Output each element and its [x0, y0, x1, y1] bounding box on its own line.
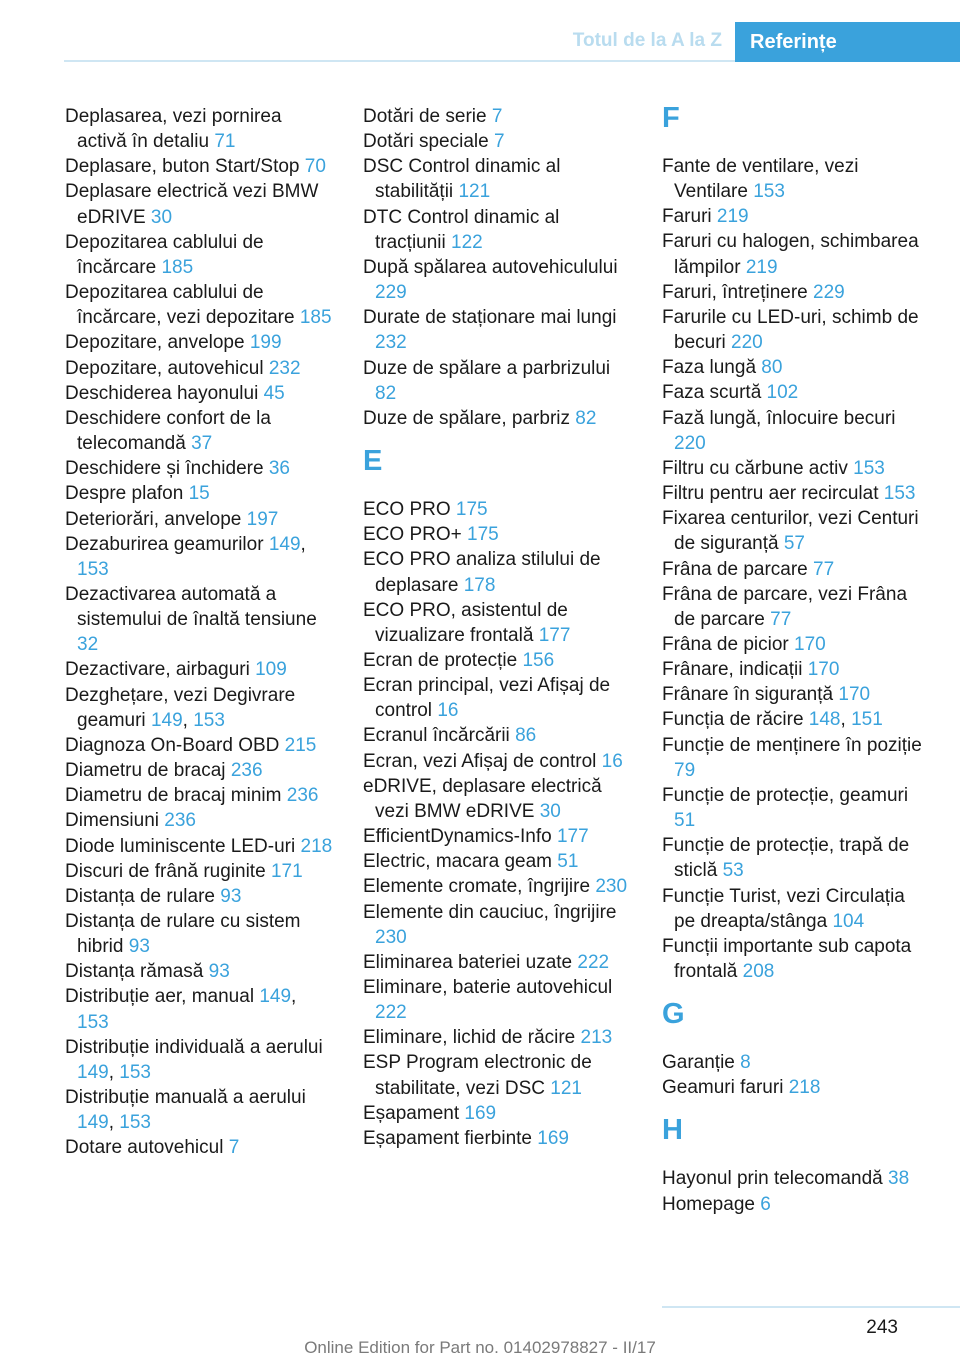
index-entry	[662, 355, 930, 380]
index-term: Frânare, indicații	[662, 659, 803, 681]
index-term: Durate de staționare mai lungi	[363, 307, 617, 329]
page-reference-link[interactable]: 121	[550, 1077, 582, 1099]
index-entry	[65, 104, 333, 154]
index-term: Diagnoza On-Board OBD	[65, 734, 280, 756]
page-reference-link[interactable]: 222	[375, 1002, 407, 1024]
footer-rule	[662, 1306, 960, 1308]
index-term: Electric, macara geam	[363, 851, 553, 873]
index-entry	[662, 506, 930, 556]
page-reference-link[interactable]: 149	[77, 1112, 109, 1134]
section-title: Totul de la A la Z	[572, 30, 722, 51]
index-entry	[65, 582, 333, 657]
page-reference-link[interactable]: 149	[150, 709, 183, 731]
page-reference-link[interactable]: 229	[375, 282, 407, 304]
page-reference-link[interactable]: 32	[77, 634, 99, 656]
index-entry	[662, 1050, 930, 1075]
index-term: Frâna de parcare, vezi Frâna de parcare	[662, 583, 908, 630]
index-entry	[363, 975, 631, 1025]
page-reference-link[interactable]: 51	[674, 810, 696, 832]
index-term: Deteriorări, anvelope	[65, 508, 242, 530]
index-entry	[363, 205, 631, 255]
index-term: DTC Control dinamic al tracțiunii	[363, 206, 560, 253]
index-term: Deplasarea, vezi pornirea activă în detaliu	[65, 106, 282, 153]
index-entry	[363, 1025, 631, 1050]
index-entry: Distribuție individuală a aerului 149, 153	[65, 1036, 323, 1083]
index-term: Diametru de bracaj	[65, 760, 226, 782]
page-reference-link[interactable]: 15	[188, 483, 210, 505]
page-reference-link[interactable]: 53	[722, 860, 744, 882]
page-reference-link[interactable]: 222	[577, 951, 610, 973]
page-reference-link[interactable]: 153	[77, 1011, 109, 1033]
index-entry	[363, 522, 631, 547]
index-entry	[65, 733, 333, 758]
page-reference-link[interactable]: 38	[888, 1168, 910, 1190]
index-term: Distribuție individuală a aerului	[65, 1036, 323, 1058]
page-reference-link[interactable]: 170	[807, 659, 840, 681]
index-term: ECO PRO analiza stilului de deplasare	[363, 549, 601, 596]
page-reference-link[interactable]: 7	[228, 1137, 240, 1159]
index-entry	[65, 758, 333, 783]
index-entry	[662, 733, 930, 783]
index-entry	[65, 456, 333, 481]
page-reference-link[interactable]: 93	[208, 961, 230, 983]
section-letter: E	[363, 445, 383, 478]
index-entry	[363, 824, 631, 849]
index-term: Dotare autovehicul	[65, 1137, 224, 1159]
index-term: Distanța rămasă	[65, 961, 204, 983]
index-entry	[662, 305, 930, 355]
index-entry	[363, 305, 631, 355]
index-term: Dezactivare, airbaguri	[65, 659, 250, 681]
index-entry: Funcția de răcire 148, 151	[662, 709, 883, 731]
page-reference-link[interactable]: 218	[300, 835, 333, 857]
index-entry	[65, 356, 333, 381]
index-entry	[363, 356, 631, 406]
index-term: Hayonul prin telecomandă	[662, 1168, 883, 1190]
page-reference-link[interactable]: 70	[304, 156, 326, 178]
index-entry	[662, 582, 930, 632]
page-reference-link[interactable]: 71	[214, 131, 236, 153]
edition-note: Online Edition for Part no. 01402978827 - II/17	[304, 1338, 656, 1357]
page-reference-link[interactable]: 169	[537, 1127, 569, 1149]
index-entry	[662, 833, 930, 883]
page-reference-link[interactable]: 175	[467, 524, 499, 546]
index-term: Dotări de serie	[363, 106, 487, 127]
page-reference-link[interactable]: 177	[538, 624, 571, 646]
index-term: Depozitarea cablului de încărcare	[65, 231, 264, 278]
index-term: Eșapament fierbinte	[363, 1127, 532, 1149]
page-number: 243	[866, 1317, 898, 1338]
page-reference-link[interactable]: 185	[161, 256, 194, 278]
index-entry	[65, 154, 333, 179]
index-term: După spălarea autovehiculului	[363, 256, 618, 278]
index-term: Eliminare, baterie autovehicul	[363, 977, 613, 998]
index-term: Distribuție manuală a aerului	[65, 1087, 306, 1109]
page-reference-link[interactable]: 229	[813, 281, 845, 303]
index-entry	[363, 723, 631, 748]
index-entry	[662, 1166, 930, 1191]
index-entry	[363, 104, 631, 129]
index-entry	[65, 1135, 333, 1160]
page-reference-link[interactable]: 121	[458, 181, 491, 203]
page-reference-link[interactable]: 82	[575, 407, 597, 429]
page-reference-link[interactable]: 153	[853, 457, 885, 479]
index-term: Farurile cu LED-uri, schimb de becuri	[662, 306, 919, 354]
index-entry	[662, 154, 930, 204]
page-reference-link[interactable]: 149	[259, 986, 292, 1008]
page-reference-link[interactable]: 7	[491, 106, 503, 127]
index-entry	[65, 280, 333, 330]
page-reference-link[interactable]: 178	[463, 574, 496, 596]
index-entry	[363, 900, 631, 950]
page-reference-link[interactable]: 104	[832, 910, 865, 932]
index-term: Deschidere confort de la telecomandă	[65, 407, 271, 455]
index-term: Diametru de bracaj minim	[65, 785, 282, 807]
chapter-tab: Referințe	[735, 22, 960, 62]
page-reference-link[interactable]: 153	[193, 709, 225, 731]
index-term: Frâna de picior	[662, 633, 789, 655]
index-term: Faruri, întreținere	[662, 281, 808, 303]
index-term: Funcție de menținere în poziție	[662, 734, 922, 756]
index-entry	[662, 380, 930, 405]
page-reference-link[interactable]: 153	[119, 1112, 151, 1134]
index-entry	[363, 1101, 631, 1126]
index-term: Eșapament	[363, 1102, 460, 1124]
page-reference-link[interactable]: 79	[674, 759, 696, 781]
page-reference-link[interactable]: 30	[150, 206, 173, 228]
index-term: Frânare în siguranță	[662, 684, 834, 706]
index-entry	[363, 950, 631, 975]
page-reference-link[interactable]: 37	[191, 433, 213, 455]
index-term: Homepage	[662, 1193, 755, 1215]
index-entry	[662, 783, 930, 833]
page-reference-link[interactable]: 153	[119, 1061, 151, 1083]
page-reference-link[interactable]: 36	[268, 458, 290, 480]
index-entry	[363, 648, 631, 673]
index-entry	[662, 406, 930, 456]
page-reference-link[interactable]: 199	[249, 332, 282, 354]
index-entry	[363, 1126, 631, 1151]
index-entry	[363, 849, 631, 874]
index-entry	[363, 598, 631, 648]
index-term: Elemente cromate, îngrijire	[363, 876, 591, 898]
page-reference-link[interactable]: 236	[164, 810, 196, 832]
index-entry	[662, 557, 930, 582]
index-term: ECO PRO, asistentul de vizualizare frontală	[363, 599, 568, 646]
index-term: Eliminare, lichid de răcire	[363, 1027, 576, 1049]
page-reference-link[interactable]: 86	[515, 725, 537, 747]
page-reference-link[interactable]: 153	[77, 558, 109, 580]
page-reference-link[interactable]: 208	[742, 961, 775, 982]
page-reference-link[interactable]: 30	[539, 800, 561, 822]
index-term: Frâna de parcare	[662, 558, 808, 580]
index-term: Faruri	[662, 206, 712, 228]
index-entry	[65, 381, 333, 406]
index-term: Fază lungă, înlocuire becuri	[662, 407, 896, 429]
page-reference-link[interactable]: 232	[268, 357, 301, 379]
index-term: Elemente din cauciuc, îngrijire	[363, 901, 617, 923]
index-entry	[65, 657, 333, 682]
index-entry	[662, 229, 930, 279]
page-reference-link[interactable]: 169	[464, 1102, 497, 1124]
index-entry	[65, 507, 333, 532]
index-entry	[363, 406, 631, 431]
index-term: eDRIVE, deplasare electrică vezi BMW eDRIVE	[363, 775, 602, 822]
index-term: Deschiderea hayonului	[65, 382, 259, 404]
index-entry	[65, 783, 333, 808]
index-term: Deplasare electrică vezi BMW eDRIVE	[65, 181, 319, 228]
index-term: Discuri de frână ruginite	[65, 860, 266, 882]
index-entry	[65, 481, 333, 506]
page-reference-link[interactable]: 151	[851, 709, 883, 731]
index-term: Dezactivarea automată a sistemului de înaltă tensiune	[65, 583, 317, 631]
index-term: Dezghețare, vezi Degivrare geamuri	[65, 684, 296, 731]
page-reference-link[interactable]: 177	[556, 826, 589, 848]
page-reference-link[interactable]: 80	[761, 357, 783, 379]
index-entry	[363, 497, 631, 522]
index-entry	[662, 280, 930, 305]
page-reference-link[interactable]: 45	[263, 382, 285, 404]
index-term: Eliminarea bateriei uzate	[363, 951, 573, 973]
index-term: DSC Control dinamic al stabilității	[363, 156, 561, 203]
index-entry	[662, 481, 930, 506]
index-term: EfficientDynamics-Info	[363, 826, 552, 848]
page-reference-link[interactable]: 109	[255, 659, 287, 681]
index-term: Duze de spălare, parbriz	[363, 407, 570, 429]
index-term: Geamuri faruri	[662, 1077, 784, 1099]
page-reference-link[interactable]: 57	[783, 533, 805, 555]
index-term: Ecran principal, vezi Afișaj de control	[363, 675, 611, 722]
page-reference-link[interactable]: 77	[813, 558, 835, 580]
page-reference-link[interactable]: 213	[580, 1027, 613, 1049]
index-term: Ecranul încărcării	[363, 725, 510, 747]
index-term: Garanție	[662, 1052, 735, 1074]
page-reference-link[interactable]: 219	[745, 256, 778, 278]
index-entry	[662, 884, 930, 934]
page-reference-link[interactable]: 122	[451, 231, 483, 253]
index-entry	[363, 154, 631, 204]
index-term: Depozitarea cablului de încărcare, vezi depozitare	[65, 282, 295, 329]
page-reference-link[interactable]: 51	[557, 851, 579, 873]
index-term: Despre plafon	[65, 483, 184, 505]
index-entry	[662, 632, 930, 657]
index-term: Funcție de protecție, trapă de sticlă	[662, 835, 910, 882]
index-entry: Dezaburirea geamurilor 149, 153	[65, 533, 306, 580]
index-entry	[662, 204, 930, 229]
page-reference-link[interactable]: 236	[230, 760, 263, 782]
index-term: Dezaburirea geamurilor	[65, 533, 264, 555]
page-reference-link[interactable]: 230	[595, 876, 628, 898]
index-term: Distanța de rulare	[65, 885, 215, 907]
index-term: Fante de ventilare, vezi Ventilare	[662, 156, 859, 203]
index-entry	[65, 230, 333, 280]
page-reference-link[interactable]: 16	[437, 700, 459, 722]
page-reference-link[interactable]: 170	[794, 633, 826, 655]
page-reference-link[interactable]: 232	[375, 332, 407, 354]
page-reference-link[interactable]: 16	[601, 750, 623, 772]
index-entry	[363, 255, 631, 305]
index-entry	[65, 959, 333, 984]
page-reference-link[interactable]: 215	[284, 734, 317, 756]
index-term: Dotări speciale	[363, 131, 489, 153]
page-reference-link[interactable]: 230	[375, 926, 407, 948]
page-reference-link[interactable]: 220	[674, 432, 706, 454]
index-term: ESP Program electronic de stabilitate, vezi DSC	[363, 1052, 592, 1099]
index-term: Funcție de protecție, geamuri	[662, 784, 909, 806]
page-reference-link[interactable]: 171	[270, 860, 303, 882]
page-reference-link[interactable]: 93	[128, 936, 150, 958]
index-term: Filtru cu cărbune activ	[662, 457, 848, 479]
index-entry: Distribuție manuală a aerului 149, 153	[65, 1087, 306, 1134]
page-reference-link[interactable]: 170	[838, 684, 871, 706]
index-term: Depozitare, autovehicul	[65, 357, 264, 379]
index-entry	[662, 682, 930, 707]
index-entry	[65, 834, 333, 859]
index-entry	[363, 129, 631, 154]
index-entry	[65, 179, 333, 229]
page-reference-link[interactable]: 149	[268, 533, 301, 555]
page-reference-link[interactable]: 220	[731, 332, 763, 354]
index-column-1	[65, 104, 333, 1161]
index-term: ECO PRO+	[363, 524, 462, 546]
index-entry	[662, 1075, 930, 1100]
index-entry	[363, 547, 631, 597]
index-term: Distribuție aer, manual	[65, 986, 255, 1008]
index-term: Faruri cu halogen, schimbarea lămpilor	[662, 231, 919, 278]
index-term: Deplasare, buton Start/Stop	[65, 156, 300, 178]
page-reference-link[interactable]: 219	[716, 206, 749, 228]
index-term: Dimensiuni	[65, 810, 159, 832]
index-entry	[65, 808, 333, 833]
index-term: Funcția de răcire	[662, 709, 804, 731]
index-term: Funcție Turist, vezi Circulația pe dreapta/stânga	[662, 885, 905, 932]
page-reference-link[interactable]: 218	[788, 1077, 821, 1099]
page-reference-link[interactable]: 77	[770, 608, 792, 630]
index-term: ECO PRO	[363, 499, 451, 521]
index-entry	[662, 934, 930, 984]
page-reference-link[interactable]: 156	[522, 649, 555, 671]
index-entry: Dezghețare, vezi Degivrare geamuri 149, 153	[65, 684, 296, 731]
index-term: Diode luminiscente LED-uri	[65, 835, 296, 857]
section-letter: H	[662, 1114, 683, 1147]
index-entry	[65, 909, 333, 959]
index-entry: Distribuție aer, manual 149, 153	[65, 986, 297, 1033]
index-term: Faza lungă	[662, 357, 757, 379]
page-reference-link[interactable]: 197	[246, 508, 279, 530]
index-entry	[363, 1050, 631, 1100]
page-reference-link[interactable]: 82	[375, 382, 397, 404]
page-reference-link[interactable]: 7	[493, 131, 505, 153]
page-reference-link[interactable]: 8	[740, 1052, 751, 1074]
index-term: Depozitare, anvelope	[65, 332, 245, 354]
index-column-3	[662, 104, 930, 1217]
index-entry	[65, 330, 333, 355]
index-entry	[662, 1192, 930, 1217]
page-reference-link[interactable]: 149	[77, 1061, 109, 1083]
page-reference-link[interactable]: 93	[220, 885, 242, 907]
index-entry	[363, 749, 631, 774]
index-column-2	[363, 104, 631, 1151]
page-reference-link[interactable]: 175	[455, 499, 488, 521]
index-entry	[363, 774, 631, 824]
index-term: Duze de spălare a parbrizului	[363, 357, 611, 379]
page-reference-link[interactable]: 6	[760, 1193, 771, 1215]
index-entry	[65, 859, 333, 884]
section-letter: G	[662, 998, 685, 1031]
index-term: Ecran, vezi Afișaj de control	[363, 750, 597, 772]
index-entry	[662, 657, 930, 682]
index-term: Faza scurtă	[662, 382, 762, 404]
index-entry	[65, 406, 333, 456]
page-reference-link[interactable]: 102	[766, 382, 799, 404]
index-term: Funcții importante sub capota frontală	[662, 935, 912, 982]
index-term: Ecran de protecție	[363, 649, 518, 671]
index-term: Distanța de rulare cu sistem hibrid	[65, 911, 301, 958]
page-reference-link[interactable]: 153	[753, 181, 785, 203]
index-entry	[363, 874, 631, 899]
index-term: Fixarea centurilor, vezi Centuri de siguranță	[662, 508, 919, 555]
page-reference-link[interactable]: 148	[808, 709, 841, 731]
page-reference-link[interactable]: 236	[286, 785, 319, 807]
index-term: Deschidere și închidere	[65, 458, 264, 480]
page-reference-link[interactable]: 185	[299, 307, 332, 329]
index-term: Filtru pentru aer recirculat	[662, 483, 879, 505]
index-entry	[65, 884, 333, 909]
index-entry	[662, 456, 930, 481]
page-reference-link[interactable]: 153	[883, 483, 916, 505]
index-entry	[363, 673, 631, 723]
section-letter: F	[662, 102, 680, 134]
